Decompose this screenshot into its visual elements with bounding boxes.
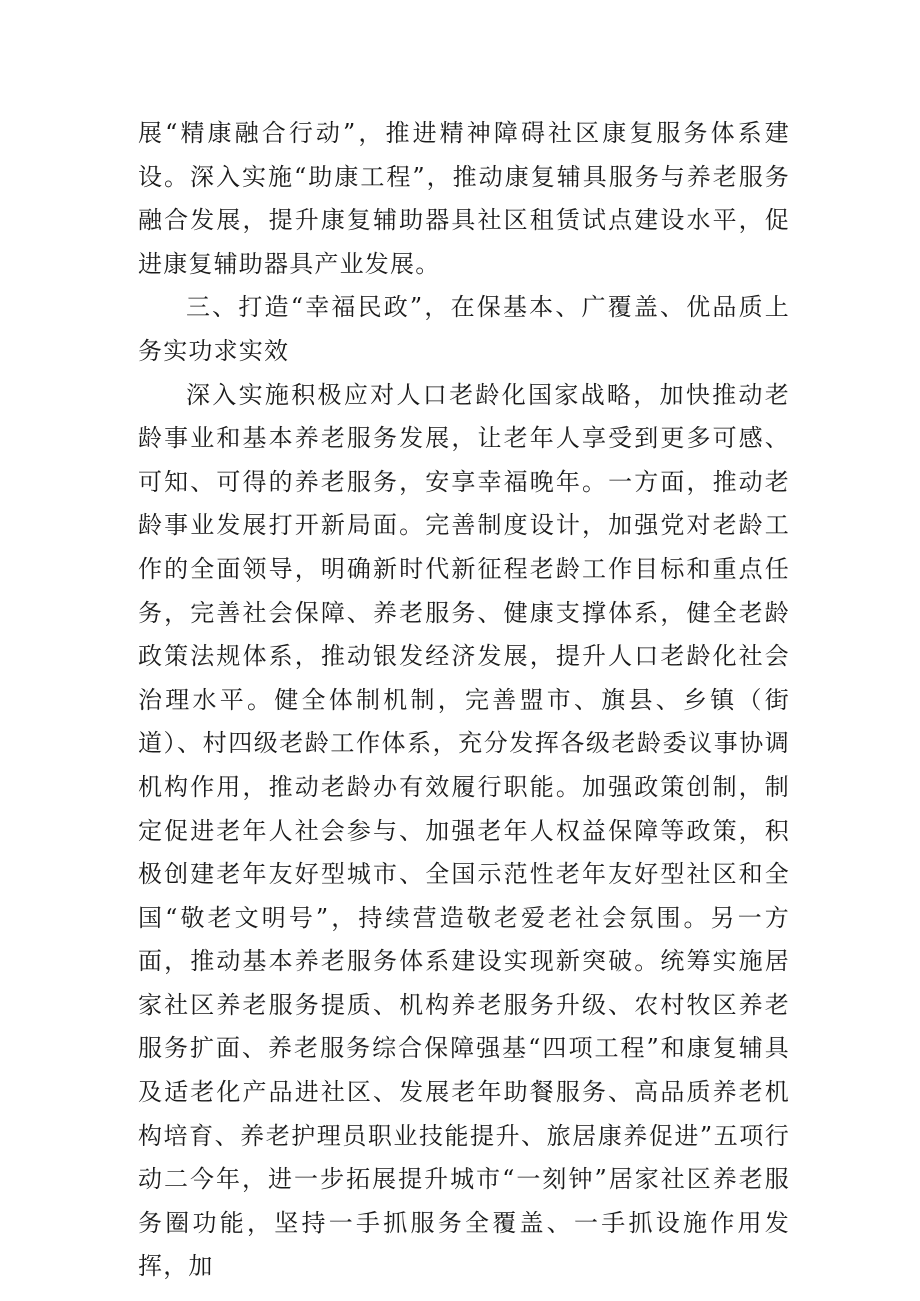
document-body — [138, 112, 790, 1289]
paragraph-body: 深入实施积极应对人口老龄化国家战略，加快推动老龄事业和基本养老服务发展，让老年人享受到更多可感、可知、可得的养老服务，安享幸福晚年。一方面，推动老龄事业发展打开新局面。完善制度设计，加强党对老龄工作的全面领导，明确新时代新征程老龄工作目标和重点任务，完善社会保障、养老服务、健康支撑体系，健全老龄政策法规体系，推动银发经济发展，提升人口老龄化社会治理水平。健全体制机制，完善盟市、旗县、乡镇（街道）、村四级老龄工作体系，充分发挥各级老龄委议事协调机构作用，推动老龄办有效履行职能。加强政策创制，制定促进老年人社会参与、加强老年人权益保障等政策，积极创建老年友好型城市、全国示范性老年友好型社区和全国“敬老文明号”，持续营造敬老爱老社会氛围。另一方面，推动基本养老服务体系建设实现新突破。统筹实施居家社区养老服务提质、机构养老服务升级、农村牧区养老服务扩面、养老服务综合保障强基“四项工程”和康复辅具及适老化产品进社区、发展老年助餐服务、高品质养老机构培育、养老护理员职业技能提升、旅居康养促进”五项行动二今年，进一步拓展提升城市“一刻钟”居家社区养老服务圈功能，坚持一手抓服务全覆盖、一手抓设施作用发挥，加 — [138, 380, 790, 1281]
paragraph-continuation: 展“精康融合行动”，推进精神障碍社区康复服务体系建设。深入实施“助康工程”，推动康复辅具服务与养老服务融合发展，提升康复辅助器具社区租赁试点建设水平，促进康复辅助器具产业发展。 — [138, 119, 790, 278]
section-heading: 三、打造“幸福民政”，在保基本、广覆盖、优品质上务实功求实效 — [138, 293, 790, 365]
